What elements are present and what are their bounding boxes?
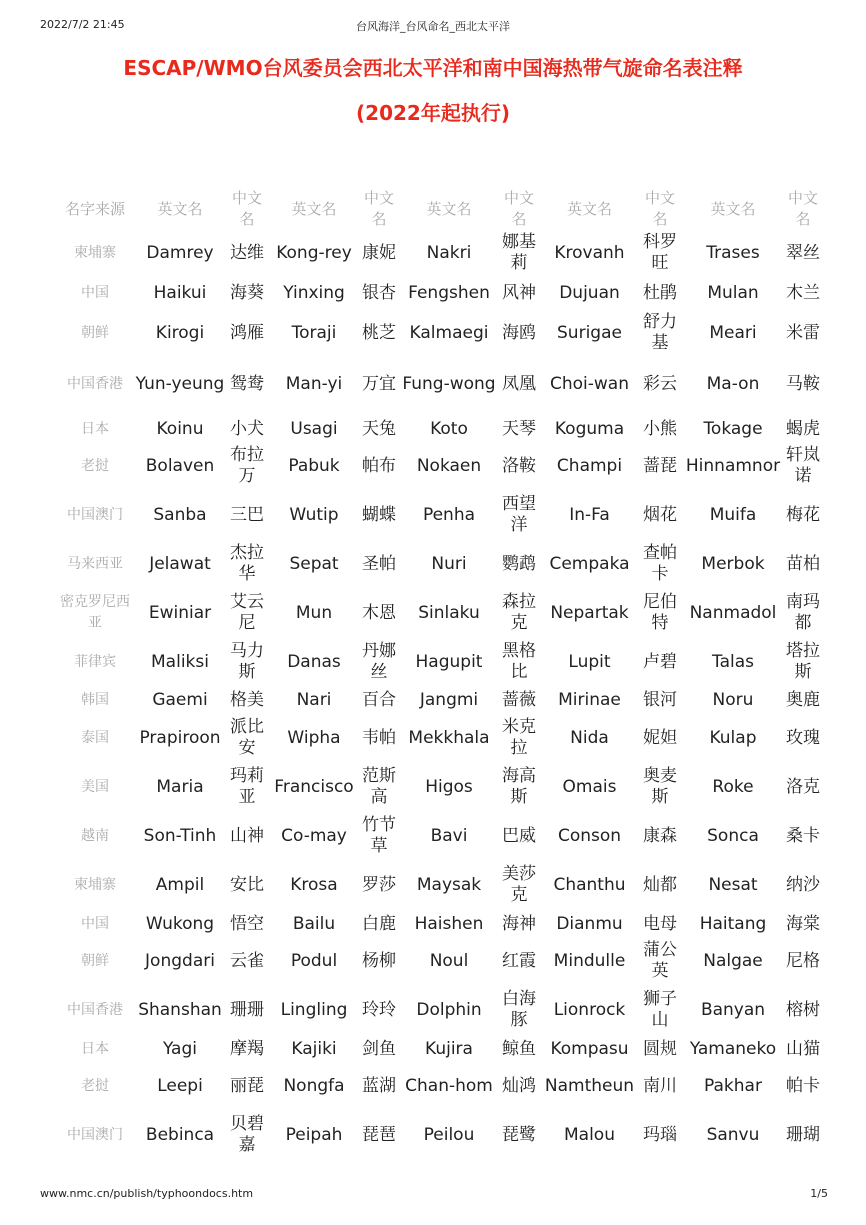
english-name-cell: Hinnamnor [685,455,781,476]
origin-cell: 朝鲜 [81,952,109,969]
english-name-cell: Roke [712,776,754,797]
english-name-cell: Noul [429,950,469,971]
english-name-cell: Nida [570,727,609,748]
english-name-cell: Malou [564,1124,615,1145]
table-row [55,312,820,354]
table-row [55,912,820,936]
english-name-cell: In-Fa [569,504,610,525]
english-name-cell: Wipha [287,727,341,748]
english-name-cell: Krovanh [554,242,625,263]
chinese-name-cell: 珊珊 [230,999,264,1020]
english-name-cell: Pakhar [704,1075,762,1096]
table-body [55,232,820,1162]
chinese-name-cell: 尼伯特 [643,592,677,633]
english-name-cell: Chanthu [553,874,626,895]
english-name-cell: Nesat [708,874,758,895]
chinese-name-cell: 杰拉华 [230,543,264,584]
english-name-cell: Cempaka [549,553,630,574]
chinese-name-cell: 海棠 [786,913,820,934]
header-chinese-name: 中文名 [787,189,818,228]
chinese-name-cell: 海神 [502,913,536,934]
origin-cell: 越南 [81,827,109,844]
english-name-cell: Kujira [425,1038,473,1059]
table-row [55,1064,820,1108]
table-row [55,1108,820,1162]
chinese-name-cell: 梅花 [786,504,820,525]
english-name-cell: Ewiniar [148,602,212,623]
english-name-cell: Lupit [568,651,611,672]
english-name-cell: Nuri [431,553,467,574]
english-name-cell: Surigae [557,322,622,343]
chinese-name-cell: 鸿雁 [230,322,264,343]
origin-cell: 泰国 [81,729,109,746]
chinese-name-cell: 美莎克 [502,864,536,905]
english-name-cell: Meari [709,322,757,343]
chinese-name-cell: 丹娜丝 [362,641,396,682]
chinese-name-cell: 狮子山 [643,989,677,1030]
header-chinese-name: 中文名 [503,189,534,228]
english-name-cell: Lionrock [553,999,626,1020]
chinese-name-cell: 琵琶 [362,1124,396,1145]
chinese-name-cell: 南川 [643,1075,677,1096]
chinese-name-cell: 安比 [230,874,264,895]
english-name-cell: Merbok [701,553,765,574]
chinese-name-cell: 西望洋 [502,494,536,535]
english-name-cell: Trases [706,242,760,263]
english-name-cell: Yagi [163,1038,197,1059]
english-name-cell: Chan-hom [405,1075,493,1096]
english-name-cell: Sepat [289,553,339,574]
chinese-name-cell: 风神 [502,282,536,303]
english-name-cell: Kajiki [291,1038,337,1059]
chinese-name-cell: 森拉克 [502,592,536,633]
english-name-cell: Kulap [709,727,757,748]
english-name-cell: Lingling [280,999,348,1020]
english-name-cell: Ma-on [706,373,760,394]
chinese-name-cell: 竹节草 [362,815,396,856]
table-row [55,586,820,640]
chinese-name-cell: 巴威 [502,825,536,846]
english-name-cell: Koguma [554,418,625,439]
table-row [55,716,820,760]
english-name-cell: Jongdari [145,950,215,971]
chinese-name-cell: 马鞍 [786,373,820,394]
chinese-name-cell: 帕卡 [786,1075,820,1096]
english-name-cell: Conson [557,825,622,846]
origin-cell: 中国 [81,915,109,932]
table-row [55,986,820,1034]
english-name-cell: Kalmaegi [409,322,489,343]
origin-cell: 日本 [81,420,109,437]
english-name-cell: Dianmu [556,913,623,934]
english-name-cell: Nanmadol [689,602,777,623]
origin-cell: 中国香港 [67,375,123,392]
chinese-name-cell: 格美 [230,689,264,710]
chinese-name-cell: 尼格 [786,950,820,971]
header-chinese-name: 中文名 [231,189,262,228]
chinese-name-cell: 榕树 [786,999,820,1020]
english-name-cell: Leepi [157,1075,203,1096]
chinese-name-cell: 百合 [362,689,396,710]
english-name-cell: Maysak [416,874,482,895]
english-name-cell: Kirogi [155,322,205,343]
chinese-name-cell: 山神 [230,825,264,846]
table-row [55,414,820,444]
english-name-cell: Gaemi [152,689,208,710]
chinese-name-cell: 山猫 [786,1038,820,1059]
english-name-cell: Peilou [423,1124,475,1145]
chinese-name-cell: 鲸鱼 [502,1038,536,1059]
english-name-cell: Damrey [146,242,214,263]
chinese-name-cell: 南玛都 [786,592,820,633]
english-name-cell: Yinxing [283,282,345,303]
english-name-cell: Koinu [156,418,204,439]
chinese-name-cell: 木恩 [362,602,396,623]
english-name-cell: Sanvu [706,1124,760,1145]
origin-cell: 柬埔寨 [74,876,116,893]
chinese-name-cell: 木兰 [786,282,820,303]
chinese-name-cell: 白海豚 [502,989,536,1030]
english-name-cell: Fengshen [408,282,490,303]
chinese-name-cell: 鸳鸯 [230,373,264,394]
table-row [55,936,820,986]
chinese-name-cell: 妮妲 [643,727,677,748]
chinese-name-cell: 轩岚诺 [786,445,820,486]
chinese-name-cell: 玛莉亚 [230,766,264,807]
chinese-name-cell: 艾云尼 [230,592,264,633]
chinese-name-cell: 蝴蝶 [362,504,396,525]
chinese-name-cell: 范斯高 [362,766,396,807]
english-name-cell: Tokage [703,418,763,439]
english-name-cell: Ampil [155,874,205,895]
origin-cell: 老挝 [81,457,109,474]
chinese-name-cell: 凤凰 [502,373,536,394]
chinese-name-cell: 玲玲 [362,999,396,1020]
chinese-name-cell: 白鹿 [362,913,396,934]
table-header-row [55,186,820,232]
table-row [55,542,820,586]
english-name-cell: Choi-wan [550,373,629,394]
source-url: www.nmc.cn/publish/typhoondocs.htm [40,1187,254,1200]
chinese-name-cell: 鹦鹉 [502,553,536,574]
typhoon-name-table [55,186,820,1162]
english-name-cell: Champi [556,455,623,476]
english-name-cell: Shanshan [138,999,222,1020]
english-name-cell: Jangmi [419,689,479,710]
chinese-name-cell: 灿都 [643,874,677,895]
english-name-cell: Omais [562,776,617,797]
chinese-name-cell: 奥鹿 [786,689,820,710]
chinese-name-cell: 蒲公英 [643,940,677,981]
chinese-name-cell: 奥麦斯 [643,766,677,807]
english-name-cell: Hagupit [415,651,483,672]
chinese-name-cell: 圣帕 [362,553,396,574]
table-row [55,274,820,312]
english-name-cell: Yun-yeung [135,373,225,394]
chinese-name-cell: 查帕卡 [643,543,677,584]
english-name-cell: Son-Tinh [143,825,217,846]
origin-cell: 日本 [81,1040,109,1057]
page-title: ESCAP/WMO台风委员会西北太平洋和南中国海热带气旋命名表注释 [123,56,743,80]
chinese-name-cell: 银杏 [362,282,396,303]
chinese-name-cell: 康森 [643,825,677,846]
english-name-cell: Sanba [153,504,207,525]
chinese-name-cell: 烟花 [643,504,677,525]
english-name-cell: Nari [296,689,332,710]
english-name-cell: Haikui [153,282,207,303]
page-subtitle: (2022年起执行) [356,101,510,125]
chinese-name-cell: 万宜 [362,373,396,394]
english-name-cell: Muifa [709,504,757,525]
chinese-name-cell: 达维 [230,242,264,263]
chinese-name-cell: 苗柏 [786,553,820,574]
chinese-name-cell: 罗莎 [362,874,396,895]
english-name-cell: Penha [422,504,476,525]
chinese-name-cell: 剑鱼 [362,1038,396,1059]
chinese-name-cell: 蝎虎 [786,418,820,439]
origin-cell: 马来西亚 [67,555,123,572]
table-row [55,1034,820,1064]
english-name-cell: Dolphin [416,999,482,1020]
english-name-cell: Usagi [290,418,338,439]
english-name-cell: Mekkhala [408,727,490,748]
english-name-cell: Co-may [281,825,347,846]
chinese-name-cell: 康妮 [362,242,396,263]
english-name-cell: Bebinca [145,1124,215,1145]
origin-cell: 韩国 [81,691,109,708]
origin-cell: 密克罗尼西亚 [60,594,130,631]
chinese-name-cell: 卢碧 [643,651,677,672]
english-name-cell: Yamaneko [689,1038,777,1059]
chinese-name-cell: 玫瑰 [786,727,820,748]
english-name-cell: Sinlaku [418,602,480,623]
chinese-name-cell: 珊瑚 [786,1124,820,1145]
english-name-cell: Podul [290,950,338,971]
english-name-cell: Maliksi [151,651,209,672]
table-row [55,684,820,716]
english-name-cell: Dujuan [559,282,620,303]
chinese-name-cell: 布拉万 [230,445,264,486]
chinese-name-cell: 蓝湖 [362,1075,396,1096]
chinese-name-cell: 派比安 [230,717,264,758]
chinese-name-cell: 三巴 [230,504,264,525]
english-name-cell: Maria [156,776,204,797]
chinese-name-cell: 小犬 [230,418,264,439]
english-name-cell: Prapiroon [139,727,221,748]
english-name-cell: Noru [712,689,754,710]
table-row [55,814,820,858]
origin-cell: 中国澳门 [67,1126,123,1143]
english-name-cell: Nokaen [416,455,482,476]
chinese-name-cell: 舒力基 [643,312,677,353]
header-english-name: 英文名 [710,199,756,218]
english-name-cell: Namtheun [544,1075,635,1096]
chinese-name-cell: 贝碧嘉 [230,1114,264,1155]
header-english-name: 英文名 [157,199,203,218]
chinese-name-cell: 圆规 [643,1038,677,1059]
english-name-cell: Wutip [289,504,339,525]
english-name-cell: Man-yi [285,373,343,394]
chinese-name-cell: 红霞 [502,950,536,971]
english-name-cell: Toraji [291,322,337,343]
chinese-name-cell: 桃芝 [362,322,396,343]
english-name-cell: Nalgae [703,950,763,971]
chinese-name-cell: 米雷 [786,322,820,343]
table-row [55,760,820,814]
english-name-cell: Mun [295,602,333,623]
table-row [55,488,820,542]
chinese-name-cell: 洛克 [786,776,820,797]
chinese-name-cell: 小熊 [643,418,677,439]
chinese-name-cell: 海鸥 [502,322,536,343]
english-name-cell: Francisco [274,776,354,797]
chinese-name-cell: 电母 [643,913,677,934]
chinese-name-cell: 韦帕 [362,727,396,748]
header-english-name: 英文名 [566,199,612,218]
chinese-name-cell: 玛瑙 [643,1124,677,1145]
english-name-cell: Mulan [707,282,759,303]
table-row [55,640,820,684]
english-name-cell: Haishen [414,913,484,934]
english-name-cell: Fung-wong [402,373,496,394]
english-name-cell: Pabuk [288,455,340,476]
chinese-name-cell: 杜鹃 [643,282,677,303]
origin-cell: 中国香港 [67,1001,123,1018]
origin-cell: 中国 [81,284,109,301]
english-name-cell: Haitang [699,913,767,934]
origin-cell: 老挝 [81,1077,109,1094]
chinese-name-cell: 海高斯 [502,766,536,807]
chinese-name-cell: 黑格比 [502,641,536,682]
chinese-name-cell: 摩羯 [230,1038,264,1059]
english-name-cell: Bavi [430,825,468,846]
english-name-cell: Kompasu [550,1038,629,1059]
chinese-name-cell: 洛鞍 [502,455,536,476]
header-english-name: 英文名 [291,199,337,218]
table-row [55,354,820,414]
english-name-cell: Krosa [290,874,338,895]
chinese-name-cell: 灿鸿 [502,1075,536,1096]
english-name-cell: Nongfa [283,1075,345,1096]
origin-cell: 柬埔寨 [74,244,116,261]
chinese-name-cell: 云雀 [230,950,264,971]
chinese-name-cell: 杨柳 [362,950,396,971]
english-name-cell: Banyan [700,999,766,1020]
table-row [55,232,820,274]
english-name-cell: Nepartak [550,602,629,623]
english-name-cell: Kong-rey [276,242,352,263]
chinese-name-cell: 科罗旺 [643,232,677,273]
print-date: 2022/7/2 21:45 [40,18,125,31]
chinese-name-cell: 蔷薇 [502,689,536,710]
header-chinese-name: 中文名 [644,189,675,228]
chinese-name-cell: 海葵 [230,282,264,303]
chinese-name-cell: 塔拉斯 [786,641,820,682]
chinese-name-cell: 翠丝 [786,242,820,263]
chinese-name-cell: 天琴 [502,418,536,439]
chinese-name-cell: 琵鹭 [502,1124,536,1145]
chinese-name-cell: 娜基莉 [502,232,536,273]
table-row [55,444,820,488]
chinese-name-cell: 纳沙 [786,874,820,895]
chinese-name-cell: 丽琵 [230,1075,264,1096]
header-english-name: 英文名 [426,199,472,218]
header-origin: 名字来源 [64,199,125,218]
english-name-cell: Talas [712,651,754,672]
print-doc-title: 台风海洋_台风命名_西北太平洋 [356,20,510,33]
chinese-name-cell: 彩云 [643,373,677,394]
chinese-name-cell: 银河 [643,689,677,710]
english-name-cell: Danas [287,651,341,672]
english-name-cell: Bailu [292,913,336,934]
origin-cell: 朝鲜 [81,324,109,341]
english-name-cell: Bolaven [145,455,215,476]
english-name-cell: Wukong [145,913,215,934]
english-name-cell: Jelawat [149,553,211,574]
english-name-cell: Peipah [285,1124,343,1145]
chinese-name-cell: 帕布 [362,455,396,476]
chinese-name-cell: 天兔 [362,418,396,439]
english-name-cell: Nakri [426,242,472,263]
table-row [55,858,820,912]
chinese-name-cell: 悟空 [230,913,264,934]
chinese-name-cell: 桑卡 [786,825,820,846]
page-number: 1/5 [810,1187,828,1200]
chinese-name-cell: 蔷琵 [643,455,677,476]
origin-cell: 美国 [81,778,109,795]
chinese-name-cell: 马力斯 [230,641,264,682]
english-name-cell: Sonca [707,825,759,846]
english-name-cell: Higos [425,776,473,797]
header-chinese-name: 中文名 [363,189,394,228]
chinese-name-cell: 米克拉 [502,717,536,758]
origin-cell: 菲律宾 [74,653,116,670]
english-name-cell: Koto [430,418,468,439]
origin-cell: 中国澳门 [67,506,123,523]
english-name-cell: Mindulle [553,950,626,971]
english-name-cell: Mirinae [558,689,621,710]
